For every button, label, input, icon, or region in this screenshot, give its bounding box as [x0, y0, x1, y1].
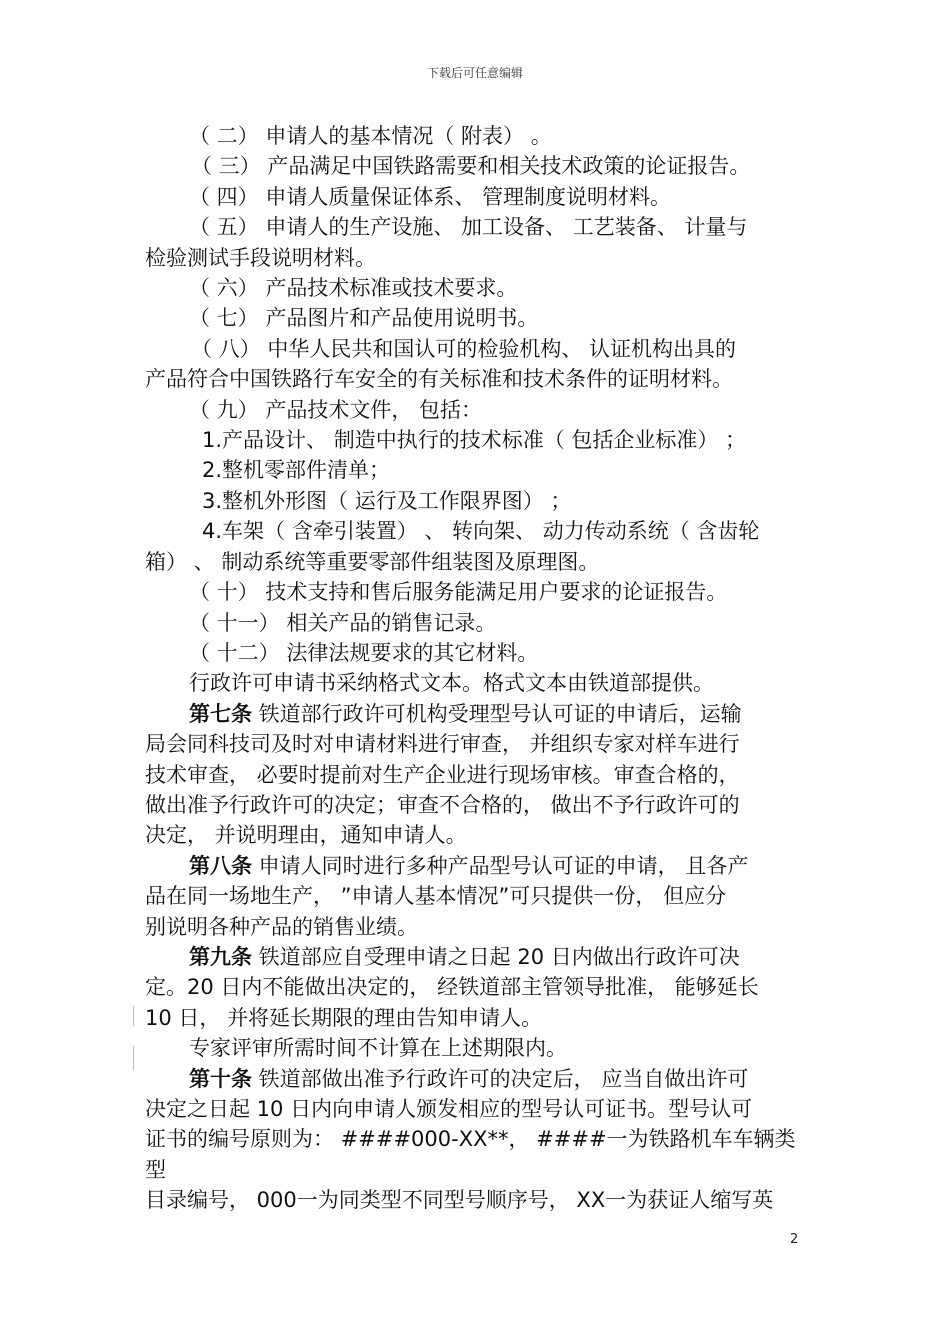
paragraph-line: 决定， 并说明理由，通知申请人。 — [145, 823, 467, 848]
paragraph-line: 证书的编号原则为： ####000-XX**， ####一为铁路机车车辆类型 — [145, 1127, 796, 1182]
list-item: （ 六） 产品技术标准或技术要求。 — [189, 276, 518, 301]
paragraph-line: 检验测试手段说明材料。 — [145, 245, 376, 270]
paragraph-line: 技术审查， 必要时提前对生产企业进行现场审核。审查合格的， — [145, 762, 740, 787]
paragraph-line: 别说明各种产品的销售业绩。 — [145, 914, 418, 939]
article-text: 铁道部行政许可机构受理型号认可证的申请后，运输 — [252, 701, 742, 726]
list-item: （ 四） 申请人质量保证体系、 管理制度说明材料。 — [189, 184, 672, 209]
page-number: 2 — [790, 1232, 799, 1247]
article-text: 铁道部做出准予行政许可的决定后， 应当自做出许可 — [252, 1066, 749, 1091]
paragraph-line: 目录编号， 000一为同类型不同型号顺序号， XX一为获证人缩写英 — [145, 1188, 774, 1213]
document-body — [145, 121, 810, 1216]
article-title: 第九条 — [189, 944, 252, 969]
paragraph-line: 箱） 、 制动系统等重要零部件组装图及原理图。 — [145, 549, 600, 574]
page-header: 下载后可任意编辑 — [426, 66, 523, 80]
paragraph-line: 行政许可申请书采纳格式文本。格式文本由铁道部提供。 — [189, 671, 714, 696]
margin-mark — [133, 1006, 134, 1026]
paragraph-line: 10 日， 并将延长期限的理由告知申请人。 — [145, 1005, 543, 1030]
paragraph-line: 决定之日起 10 日内向申请人颁发相应的型号认可证书。型号认可 — [145, 1097, 753, 1121]
margin-mark — [133, 1046, 134, 1070]
article-title: 第七条 — [189, 701, 252, 726]
article-title: 第八条 — [189, 853, 252, 878]
list-item: （ 八） 中华人民共和国认可的检验机构、 认证机构出具的 — [191, 336, 737, 361]
sub-list-item: 3.整机外形图（ 运行及工作限界图） ； — [202, 488, 572, 513]
paragraph-line: 做出准予行政许可的决定；审查不合格的， 做出不予行政许可的 — [145, 792, 740, 817]
list-item: （ 七） 产品图片和产品使用说明书。 — [189, 306, 539, 331]
article-text: 铁道部应自受理申请之日起 20 日内做出行政许可决 — [252, 944, 740, 969]
list-item: （ 五） 申请人的生产设施、 加工设备、 工艺装备、 计量与 — [189, 215, 748, 240]
paragraph-line: 品在同一场地生产， ”申请人基本情况”可只提供一份， 但应分 — [145, 884, 727, 909]
sub-list-item: 2.整机零部件清单； — [202, 458, 391, 483]
article-10-paragraph — [145, 1064, 810, 1094]
article-text: 申请人同时进行多种产品型号认可证的申请， 且各产 — [252, 853, 749, 878]
list-item: （ 十一） 相关产品的销售记录。 — [189, 610, 497, 635]
article-8-paragraph — [145, 851, 810, 881]
sub-list-item: 1.产品设计、 制造中执行的技术标准（ 包括企业标准） ； — [202, 428, 747, 453]
article-9-paragraph — [145, 942, 810, 972]
article-title: 第十条 — [189, 1066, 252, 1091]
paragraph-line: 定。20 日内不能做出决定的， 经铁道部主管领导批准， 能够延长 — [145, 975, 759, 1000]
list-item: （ 九） 产品技术文件， 包括： — [189, 397, 483, 422]
sub-list-item: 4.车架（ 含牵引装置） 、 转向架、 动力传动系统（ 含齿轮 — [202, 519, 760, 544]
list-item: （ 二） 申请人的基本情况（ 附表） 。 — [189, 124, 552, 148]
article-7-paragraph — [145, 699, 810, 729]
list-item: （ 三） 产品满足中国铁路需要和相关技术政策的论证报告。 — [191, 154, 751, 179]
paragraph-line: 局会同科技司及时对申请材料进行审查， 并组织专家对样车进行 — [145, 732, 740, 757]
list-item: （ 十） 技术支持和售后服务能满足用户要求的论证报告。 — [189, 580, 728, 605]
list-item: （ 十二） 法律法规要求的其它材料。 — [189, 640, 539, 665]
paragraph-line: 产品符合中国铁路行车安全的有关标准和技术条件的证明材料。 — [145, 367, 733, 392]
paragraph-line: 专家评审所需时间不计算在上述期限内。 — [189, 1036, 567, 1061]
